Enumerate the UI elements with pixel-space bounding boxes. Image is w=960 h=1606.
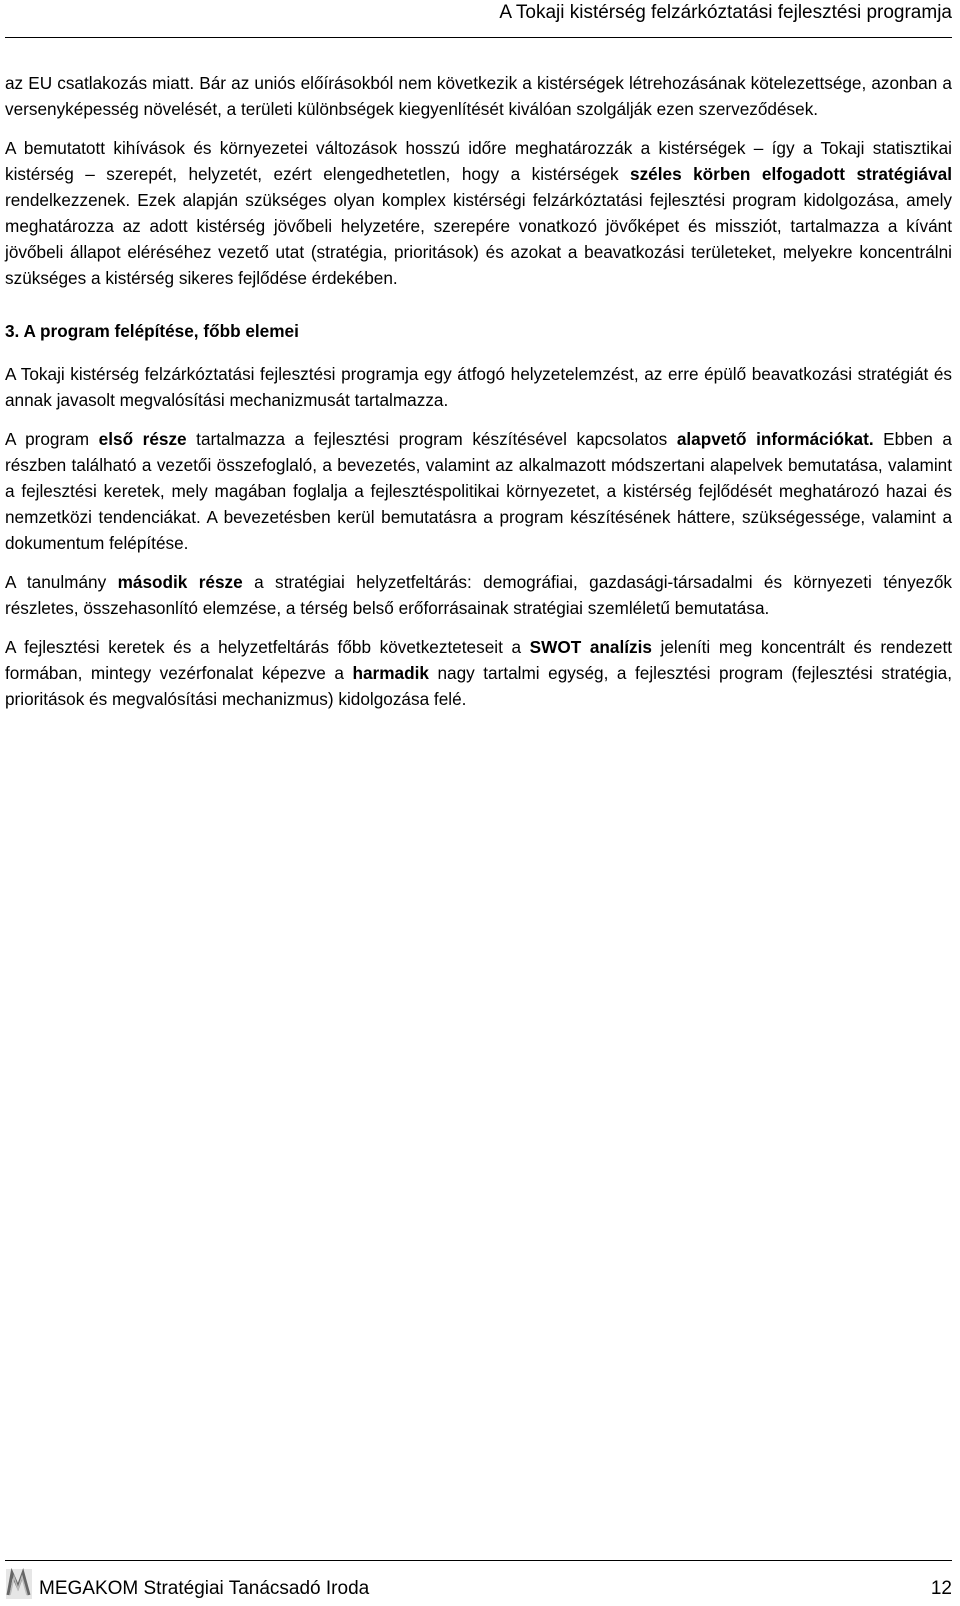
paragraph-2-text-a: A bemutatott kihívások és környezetei változások hosszú időre meghatározzák a kistérségek – így a Tokaji statisztikai kistérség – szerepét, helyzetét, ezért elengedhetetlen, hogy a kistérségek: [5, 138, 952, 184]
paragraph-5-bold: második része: [117, 572, 243, 592]
paragraph-4-text-a: A program: [5, 429, 99, 449]
paragraph-6-text-e: nagy tartalmi egység, a fejlesztési program (fejlesztési stratégia, prioritások és megvalósítási mechanizmus) kidolgozása felé.: [5, 663, 952, 709]
paragraph-3-text: A Tokaji kistérség felzárkóztatási fejlesztési programja egy átfogó helyzetelemzést, az erre épülő beavatkozási stratégiát és annak javasolt megvalósítási mechanizmusát tartalmazza.: [5, 364, 952, 410]
paragraph-2: [5, 135, 952, 291]
section-heading: 3. A program felépítése, főbb elemei: [5, 321, 299, 341]
paragraph-6-bold-b: SWOT analízis: [529, 637, 652, 657]
paragraph-4-text-c: tartalmazza a fejlesztési program készítésével kapcsolatos: [186, 429, 677, 449]
paragraph-1-text: az EU csatlakozás miatt. Bár az uniós előírásokból nem következik a kistérségek létrehozásának kötelezettsége, azonban a versenyképesség növelését, a területi különbségek kiegyenlítését kiválóan szolgálják ezen szerveződések.: [5, 73, 952, 119]
paragraph-5-text-a: A tanulmány: [5, 572, 118, 592]
page-number: 12: [930, 1578, 952, 1599]
page-header: [5, 0, 952, 38]
paragraph-5-text-c: a stratégiai helyzetfeltárás: demográfiai, gazdasági-társadalmi és környezeti tényezők részletes, összehasonlító elemzése, a térség belső erőforrásainak stratégiai szemléletű bemutatása.: [5, 572, 952, 618]
paragraph-2-text-c: rendelkezzenek. Ezek alapján szükséges olyan komplex kistérségi felzárkóztatási fejlesztési program kidolgozása, amely meghatározza az adott kistérség jövőbeli helyzetére, szerepére vonatkozó jövőképet és missziót, tartalmazza a kívánt jövőbeli állapot eléréséhez vezető utat (stratégia, prioritások) és azokat a beavatkozási területeket, melyekre koncentrálni szükséges a kistérség sikeres fejlődése érdekében.: [5, 190, 952, 288]
paragraph-4-bold-b: első része: [98, 429, 187, 449]
paragraph-1: [5, 70, 952, 122]
paragraph-2-bold: széles körben elfogadott stratégiával: [630, 164, 952, 184]
paragraph-6-text-c: jeleníti meg koncentrált és rendezett formában, mintegy vezérfonalat képezve a: [5, 637, 952, 683]
paragraph-5: [5, 569, 952, 621]
footer-company: MEGAKOM Stratégiai Tanácsadó Iroda: [39, 1578, 370, 1599]
document-body: [5, 70, 952, 725]
paragraph-4-text-e: Ebben a részben található a vezetői összefoglaló, a bevezetés, valamint az alkalmazott módszertani alapelvek bemutatása, valamint a fejlesztési keretek, mely magában foglalja a fejlesztéspolitikai környezetet, a kistérség fejlődését meghatározó hazai és nemzetközi tendenciákat. A bevezetésben kerül bemutatásra a program készítésének háttere, szükségessége, valamint a dokumentum felépítése.: [5, 429, 952, 553]
paragraph-3: [5, 361, 952, 413]
paragraph-4-bold-d: alapvető információkat.: [676, 429, 874, 449]
paragraph-6-text-a: A fejlesztési keretek és a helyzetfeltárás főbb következteteseit a: [5, 637, 530, 657]
paragraph-4: [5, 426, 952, 556]
page-footer: [5, 1560, 952, 1606]
paragraph-6-bold-d: harmadik: [352, 663, 429, 683]
header-title: A Tokaji kistérség felzárkóztatási fejlesztési programja: [499, 2, 952, 23]
paragraph-6: [5, 634, 952, 712]
megakom-logo-icon: [5, 1567, 35, 1601]
